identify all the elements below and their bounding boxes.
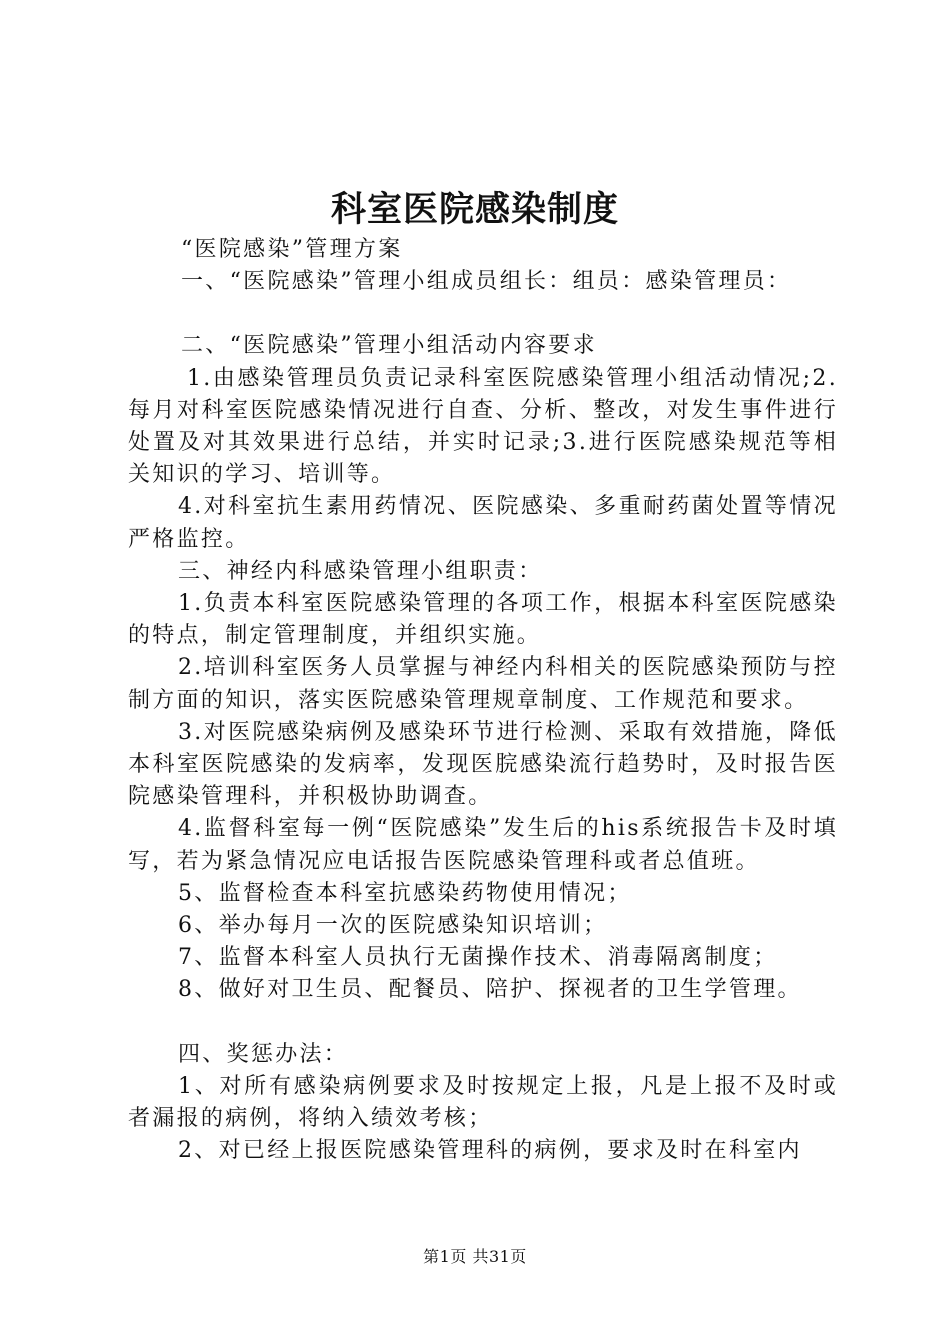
paragraph-section-2-heading: 二、“医院感染”管理小组活动内容要求: [181, 333, 597, 359]
page-number-footer: 第1页 共31页: [423, 1247, 527, 1266]
paragraph-section-4-heading: 四、奖惩办法：: [178, 1041, 349, 1067]
paragraph-section-2-item-4: 4.对科室抗生素用药情况、医院感染、多重耐药菌处置等情况严格监控。: [128, 494, 838, 552]
document-title: 科室医院感染制度: [330, 189, 619, 230]
paragraph-section-2-items-1-3: 1.由感染管理员负责记录科室医院感染管理小组活动情况;2.每月对科室医院感染情况进行自查、分析、整改，对发生事件进行处置及对其效果进行总结，并实时记录;3.进行医院感染规范等相关知识的学习、培训等。: [128, 365, 838, 488]
document-body: [128, 234, 838, 1167]
paragraph-section-3-item-4: 4.监督科室每一例“医院感染”发生后的his系统报告卡及时填写，若为紧急情况应电话报告医院感染管理科或者总值班。: [128, 816, 838, 874]
paragraph-section-3-heading: 三、神经内科感染管理小组职责：: [178, 558, 543, 584]
paragraph-section-3-item-7: 7、监督本科室人员执行无菌操作技术、消毒隔离制度；: [178, 945, 778, 971]
paragraph-section-3-item-1: 1.负责本科室医院感染管理的各项工作，根据本科室医院感染的特点，制定管理制度，并组织实施。: [128, 591, 838, 649]
paragraph-section-3-item-3: 3.对医院感染病例及感染环节进行检测、采取有效措施，降低本科室医院感染的发病率，发现医脘感染流行趋势时，及时报告医院感染管理科，并积极协助调查。: [128, 719, 838, 810]
paragraph-section-3-item-8: 8、做好对卫生员、配餐员、陪护、探视者的卫生学管理。: [178, 977, 802, 1003]
paragraph-section-1-heading: 一、“医院感染”管理小组成员组长：组员：感染管理员：: [181, 269, 792, 295]
paragraph-section-3-item-2: 2.培训科室医务人员掌握与神经内科相关的医院感染预防与控制方面的知识，落实医院感染管理规章制度、工作规范和要求。: [128, 655, 838, 713]
paragraph-section-4-item-1: 1、对所有感染病例要求及时按规定上报，凡是上报不及时或者漏报的病例，将纳入绩效考核；: [128, 1073, 838, 1132]
paragraph-plan-heading: “医院感染”管理方案: [181, 237, 403, 262]
paragraph-section-4-item-2: 2、对已经上报医院感染管理科的病例，要求及时在科室内: [178, 1138, 802, 1164]
paragraph-section-3-item-6: 6、举办每月一次的医院感染知识培训；: [178, 913, 608, 939]
paragraph-section-3-item-5: 5、监督检查本科室抗感染药物使用情况；: [178, 880, 632, 906]
